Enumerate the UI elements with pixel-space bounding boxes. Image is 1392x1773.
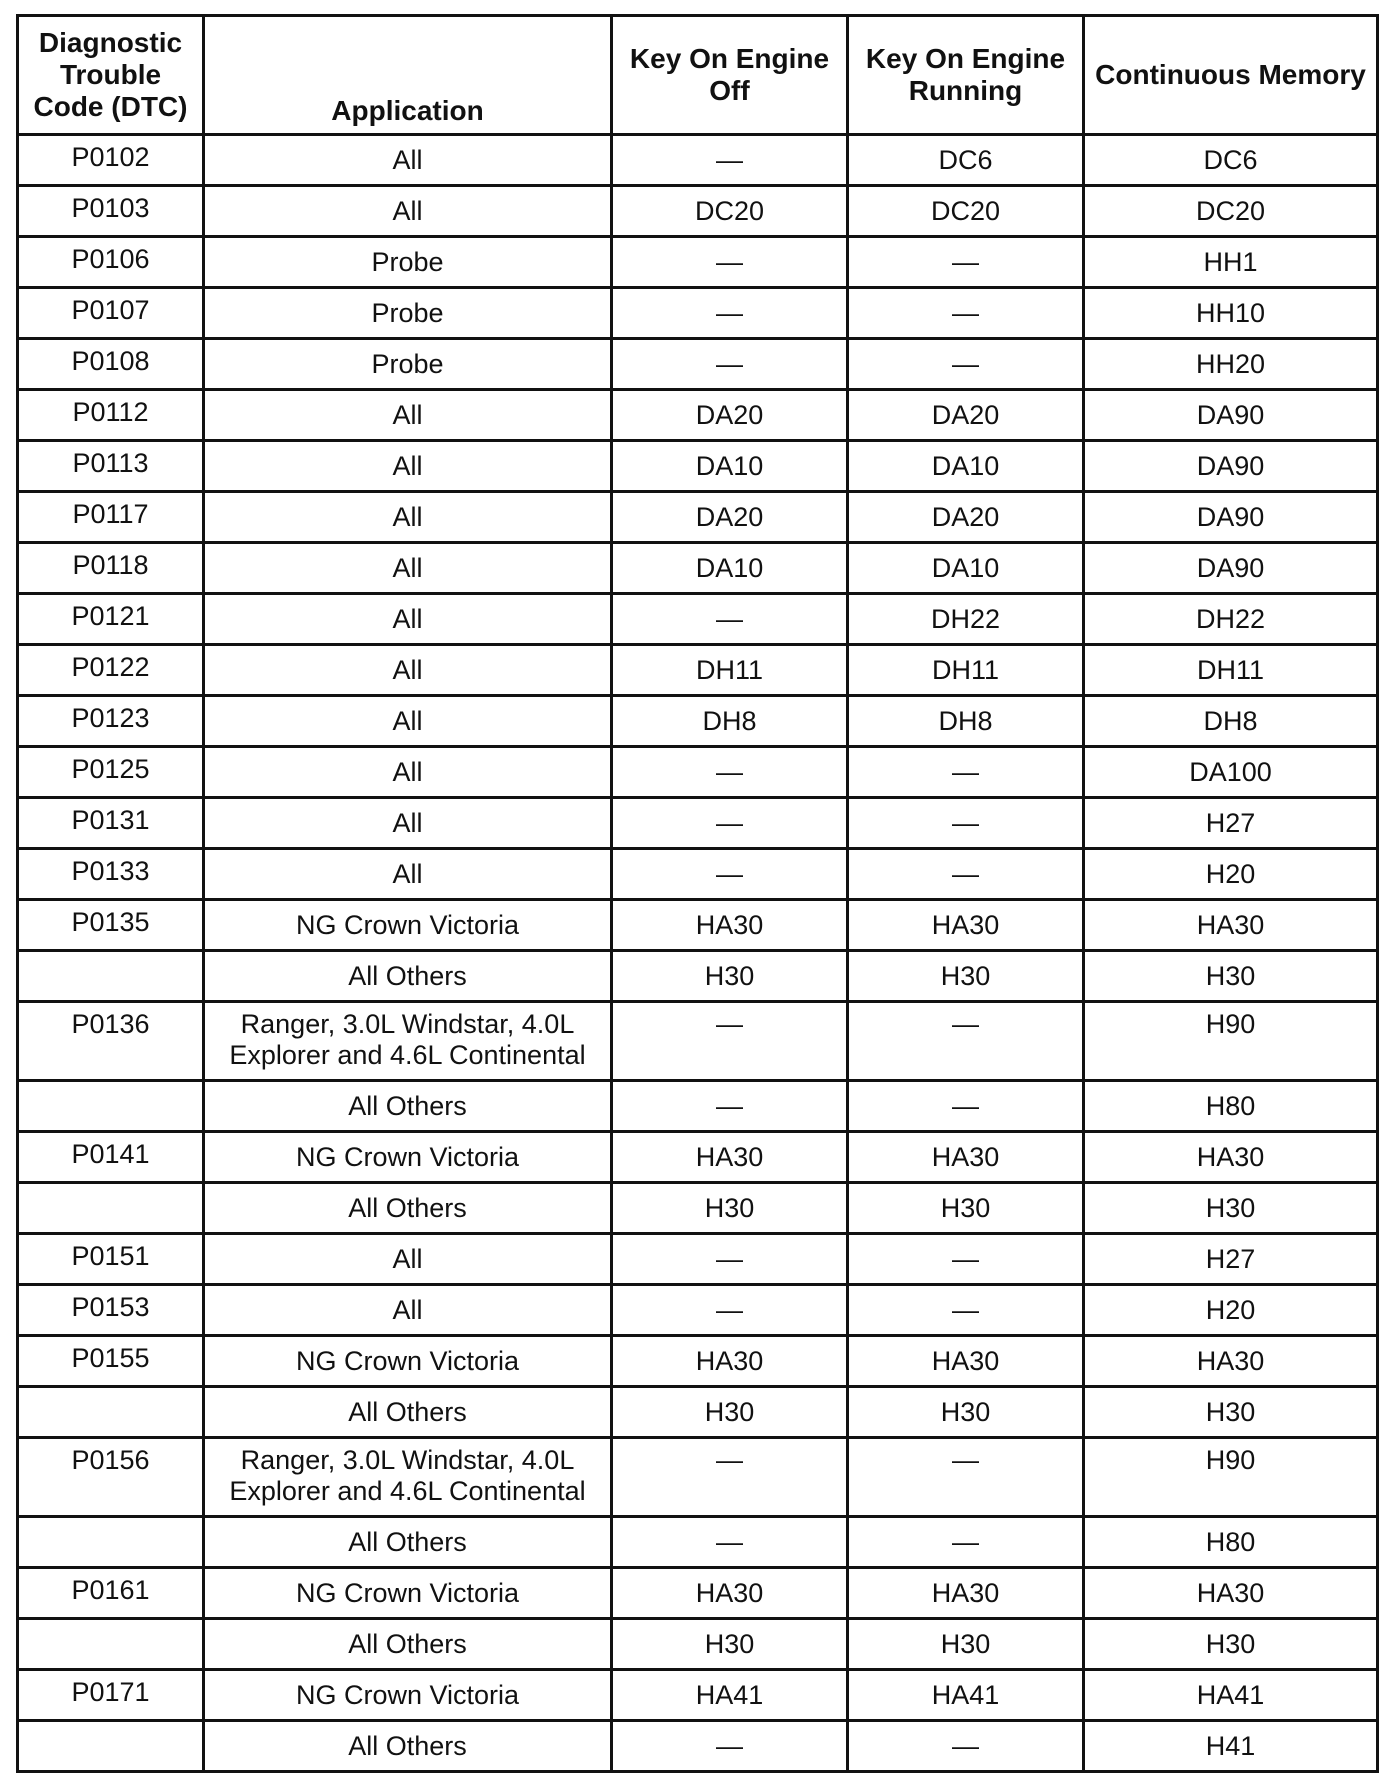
continuous-memory-cell: H27: [1084, 798, 1378, 849]
application-cell: NG Crown Victoria: [204, 1670, 612, 1721]
continuous-memory-cell: H20: [1084, 849, 1378, 900]
table-row: [18, 135, 1378, 186]
table-row: [18, 1517, 1378, 1568]
key-on-engine-running-cell: DA20: [848, 492, 1084, 543]
application-cell: NG Crown Victoria: [204, 1568, 612, 1619]
table-row: [18, 1670, 1378, 1721]
key-on-engine-running-cell: —: [848, 1002, 1084, 1081]
dtc-code-cell: [18, 1619, 204, 1670]
table-row: [18, 543, 1378, 594]
table-row: [18, 594, 1378, 645]
application-cell: All: [204, 1234, 612, 1285]
table-row: [18, 1721, 1378, 1772]
table-row: [18, 441, 1378, 492]
application-cell: All: [204, 1285, 612, 1336]
dtc-code-cell: [18, 1517, 204, 1568]
continuous-memory-cell: HA30: [1084, 1132, 1378, 1183]
dtc-code-cell: P0171: [18, 1670, 204, 1721]
application-cell: NG Crown Victoria: [204, 1132, 612, 1183]
dtc-code-cell: P0156: [18, 1438, 204, 1517]
application-cell: All: [204, 594, 612, 645]
key-on-engine-off-cell: —: [612, 1721, 848, 1772]
dtc-code-cell: P0135: [18, 900, 204, 951]
key-on-engine-running-cell: H30: [848, 1183, 1084, 1234]
continuous-memory-cell: DA90: [1084, 441, 1378, 492]
dtc-code-cell: P0102: [18, 135, 204, 186]
key-on-engine-off-cell: —: [612, 594, 848, 645]
key-on-engine-off-cell: H30: [612, 1619, 848, 1670]
key-on-engine-running-cell: DH8: [848, 696, 1084, 747]
key-on-engine-off-cell: DA20: [612, 492, 848, 543]
continuous-memory-cell: DH11: [1084, 645, 1378, 696]
application-cell: All: [204, 390, 612, 441]
table-row: [18, 339, 1378, 390]
dtc-code-cell: P0112: [18, 390, 204, 441]
dtc-code-cell: P0125: [18, 747, 204, 798]
continuous-memory-cell: H30: [1084, 951, 1378, 1002]
application-cell: Probe: [204, 237, 612, 288]
key-on-engine-off-cell: —: [612, 1517, 848, 1568]
continuous-memory-cell: HA41: [1084, 1670, 1378, 1721]
key-on-engine-running-cell: HA30: [848, 1132, 1084, 1183]
table-row: [18, 237, 1378, 288]
dtc-code-cell: P0133: [18, 849, 204, 900]
table-row: [18, 1387, 1378, 1438]
key-on-engine-running-cell: DH22: [848, 594, 1084, 645]
dtc-code-cell: [18, 951, 204, 1002]
table-row: [18, 1081, 1378, 1132]
continuous-memory-cell: DA100: [1084, 747, 1378, 798]
dtc-code-cell: P0151: [18, 1234, 204, 1285]
table-row: [18, 645, 1378, 696]
table-row: [18, 186, 1378, 237]
application-cell: All: [204, 492, 612, 543]
table-row: [18, 798, 1378, 849]
table-body: [18, 135, 1378, 1772]
key-on-engine-off-cell: H30: [612, 951, 848, 1002]
header-continuous-memory: Continuous Memory: [1084, 16, 1378, 135]
key-on-engine-off-cell: DH11: [612, 645, 848, 696]
key-on-engine-running-cell: DA20: [848, 390, 1084, 441]
key-on-engine-off-cell: DC20: [612, 186, 848, 237]
dtc-code-cell: P0118: [18, 543, 204, 594]
dtc-code-cell: P0155: [18, 1336, 204, 1387]
continuous-memory-cell: H90: [1084, 1002, 1378, 1081]
table-row: [18, 900, 1378, 951]
continuous-memory-cell: HA30: [1084, 900, 1378, 951]
continuous-memory-cell: HA30: [1084, 1336, 1378, 1387]
application-cell: All: [204, 186, 612, 237]
application-cell: Probe: [204, 288, 612, 339]
continuous-memory-cell: DH22: [1084, 594, 1378, 645]
continuous-memory-cell: HH1: [1084, 237, 1378, 288]
table-row: [18, 1619, 1378, 1670]
dtc-code-cell: P0123: [18, 696, 204, 747]
key-on-engine-running-cell: H30: [848, 951, 1084, 1002]
key-on-engine-running-cell: DC6: [848, 135, 1084, 186]
application-cell: Ranger, 3.0L Windstar, 4.0L Explorer and 4.6L Continental: [204, 1438, 612, 1517]
dtc-code-cell: P0108: [18, 339, 204, 390]
key-on-engine-off-cell: —: [612, 237, 848, 288]
key-on-engine-off-cell: —: [612, 849, 848, 900]
key-on-engine-off-cell: HA41: [612, 1670, 848, 1721]
table-header: [18, 16, 1378, 135]
dtc-code-cell: [18, 1183, 204, 1234]
application-cell: All Others: [204, 1387, 612, 1438]
header-row: [18, 16, 1378, 135]
table-row: [18, 1132, 1378, 1183]
application-cell: All Others: [204, 1517, 612, 1568]
key-on-engine-running-cell: HA41: [848, 1670, 1084, 1721]
key-on-engine-off-cell: H30: [612, 1387, 848, 1438]
table-row: [18, 1002, 1378, 1081]
key-on-engine-off-cell: —: [612, 1002, 848, 1081]
continuous-memory-cell: H80: [1084, 1081, 1378, 1132]
key-on-engine-off-cell: —: [612, 1234, 848, 1285]
key-on-engine-off-cell: DA10: [612, 543, 848, 594]
header-key-on-engine-off: Key On Engine Off: [612, 16, 848, 135]
application-cell: All: [204, 696, 612, 747]
continuous-memory-cell: H27: [1084, 1234, 1378, 1285]
continuous-memory-cell: H30: [1084, 1619, 1378, 1670]
application-cell: All: [204, 441, 612, 492]
dtc-table: [16, 14, 1379, 1773]
header-key-on-engine-running: Key On Engine Running: [848, 16, 1084, 135]
continuous-memory-cell: DH8: [1084, 696, 1378, 747]
application-cell: All: [204, 747, 612, 798]
table-row: [18, 951, 1378, 1002]
key-on-engine-off-cell: —: [612, 1081, 848, 1132]
application-cell: All: [204, 849, 612, 900]
continuous-memory-cell: H90: [1084, 1438, 1378, 1517]
key-on-engine-off-cell: DH8: [612, 696, 848, 747]
dtc-code-cell: P0117: [18, 492, 204, 543]
key-on-engine-running-cell: HA30: [848, 1336, 1084, 1387]
table-row: [18, 747, 1378, 798]
key-on-engine-off-cell: HA30: [612, 1568, 848, 1619]
continuous-memory-cell: H30: [1084, 1387, 1378, 1438]
table-row: [18, 1285, 1378, 1336]
table-row: [18, 1234, 1378, 1285]
application-cell: All Others: [204, 1081, 612, 1132]
continuous-memory-cell: H41: [1084, 1721, 1378, 1772]
key-on-engine-running-cell: —: [848, 849, 1084, 900]
key-on-engine-off-cell: —: [612, 747, 848, 798]
table-row: [18, 1438, 1378, 1517]
key-on-engine-running-cell: HA30: [848, 1568, 1084, 1619]
dtc-code-cell: P0136: [18, 1002, 204, 1081]
application-cell: Probe: [204, 339, 612, 390]
key-on-engine-running-cell: —: [848, 1285, 1084, 1336]
dtc-code-cell: P0153: [18, 1285, 204, 1336]
application-cell: All: [204, 798, 612, 849]
dtc-code-cell: [18, 1721, 204, 1772]
key-on-engine-running-cell: DA10: [848, 441, 1084, 492]
application-cell: All: [204, 645, 612, 696]
key-on-engine-off-cell: DA20: [612, 390, 848, 441]
continuous-memory-cell: DA90: [1084, 543, 1378, 594]
key-on-engine-running-cell: —: [848, 1517, 1084, 1568]
application-cell: All Others: [204, 1619, 612, 1670]
key-on-engine-off-cell: —: [612, 135, 848, 186]
dtc-code-cell: P0131: [18, 798, 204, 849]
key-on-engine-running-cell: H30: [848, 1619, 1084, 1670]
key-on-engine-off-cell: —: [612, 1285, 848, 1336]
table-row: [18, 1336, 1378, 1387]
key-on-engine-running-cell: —: [848, 798, 1084, 849]
dtc-code-cell: P0161: [18, 1568, 204, 1619]
key-on-engine-running-cell: —: [848, 288, 1084, 339]
continuous-memory-cell: DC20: [1084, 186, 1378, 237]
table-row: [18, 696, 1378, 747]
dtc-code-cell: P0106: [18, 237, 204, 288]
application-cell: Ranger, 3.0L Windstar, 4.0L Explorer and 4.6L Continental: [204, 1002, 612, 1081]
table-row: [18, 390, 1378, 441]
key-on-engine-running-cell: —: [848, 1081, 1084, 1132]
key-on-engine-running-cell: —: [848, 1438, 1084, 1517]
continuous-memory-cell: H80: [1084, 1517, 1378, 1568]
key-on-engine-off-cell: H30: [612, 1183, 848, 1234]
dtc-code-cell: P0121: [18, 594, 204, 645]
table-row: [18, 1183, 1378, 1234]
key-on-engine-off-cell: HA30: [612, 900, 848, 951]
key-on-engine-off-cell: —: [612, 798, 848, 849]
application-cell: NG Crown Victoria: [204, 900, 612, 951]
dtc-code-cell: P0122: [18, 645, 204, 696]
key-on-engine-off-cell: —: [612, 288, 848, 339]
continuous-memory-cell: H30: [1084, 1183, 1378, 1234]
continuous-memory-cell: H20: [1084, 1285, 1378, 1336]
header-dtc: Diagnostic Trouble Code (DTC): [18, 16, 204, 135]
key-on-engine-running-cell: —: [848, 1721, 1084, 1772]
continuous-memory-cell: DA90: [1084, 492, 1378, 543]
application-cell: All: [204, 543, 612, 594]
key-on-engine-running-cell: DH11: [848, 645, 1084, 696]
key-on-engine-running-cell: H30: [848, 1387, 1084, 1438]
key-on-engine-running-cell: —: [848, 339, 1084, 390]
key-on-engine-running-cell: HA30: [848, 900, 1084, 951]
dtc-code-cell: [18, 1387, 204, 1438]
dtc-code-cell: P0141: [18, 1132, 204, 1183]
key-on-engine-off-cell: HA30: [612, 1336, 848, 1387]
application-cell: NG Crown Victoria: [204, 1336, 612, 1387]
key-on-engine-running-cell: —: [848, 747, 1084, 798]
continuous-memory-cell: DA90: [1084, 390, 1378, 441]
continuous-memory-cell: DC6: [1084, 135, 1378, 186]
application-cell: All Others: [204, 1721, 612, 1772]
key-on-engine-running-cell: DA10: [848, 543, 1084, 594]
key-on-engine-running-cell: —: [848, 237, 1084, 288]
application-cell: All Others: [204, 951, 612, 1002]
key-on-engine-off-cell: DA10: [612, 441, 848, 492]
table-row: [18, 1568, 1378, 1619]
key-on-engine-off-cell: —: [612, 1438, 848, 1517]
key-on-engine-running-cell: DC20: [848, 186, 1084, 237]
header-application: Application: [204, 16, 612, 135]
dtc-code-cell: P0113: [18, 441, 204, 492]
dtc-code-cell: P0107: [18, 288, 204, 339]
application-cell: All: [204, 135, 612, 186]
dtc-code-cell: P0103: [18, 186, 204, 237]
dtc-code-cell: [18, 1081, 204, 1132]
application-cell: All Others: [204, 1183, 612, 1234]
table-row: [18, 288, 1378, 339]
key-on-engine-off-cell: HA30: [612, 1132, 848, 1183]
continuous-memory-cell: HH10: [1084, 288, 1378, 339]
table-row: [18, 849, 1378, 900]
table-row: [18, 492, 1378, 543]
key-on-engine-off-cell: —: [612, 339, 848, 390]
key-on-engine-running-cell: —: [848, 1234, 1084, 1285]
continuous-memory-cell: HA30: [1084, 1568, 1378, 1619]
continuous-memory-cell: HH20: [1084, 339, 1378, 390]
